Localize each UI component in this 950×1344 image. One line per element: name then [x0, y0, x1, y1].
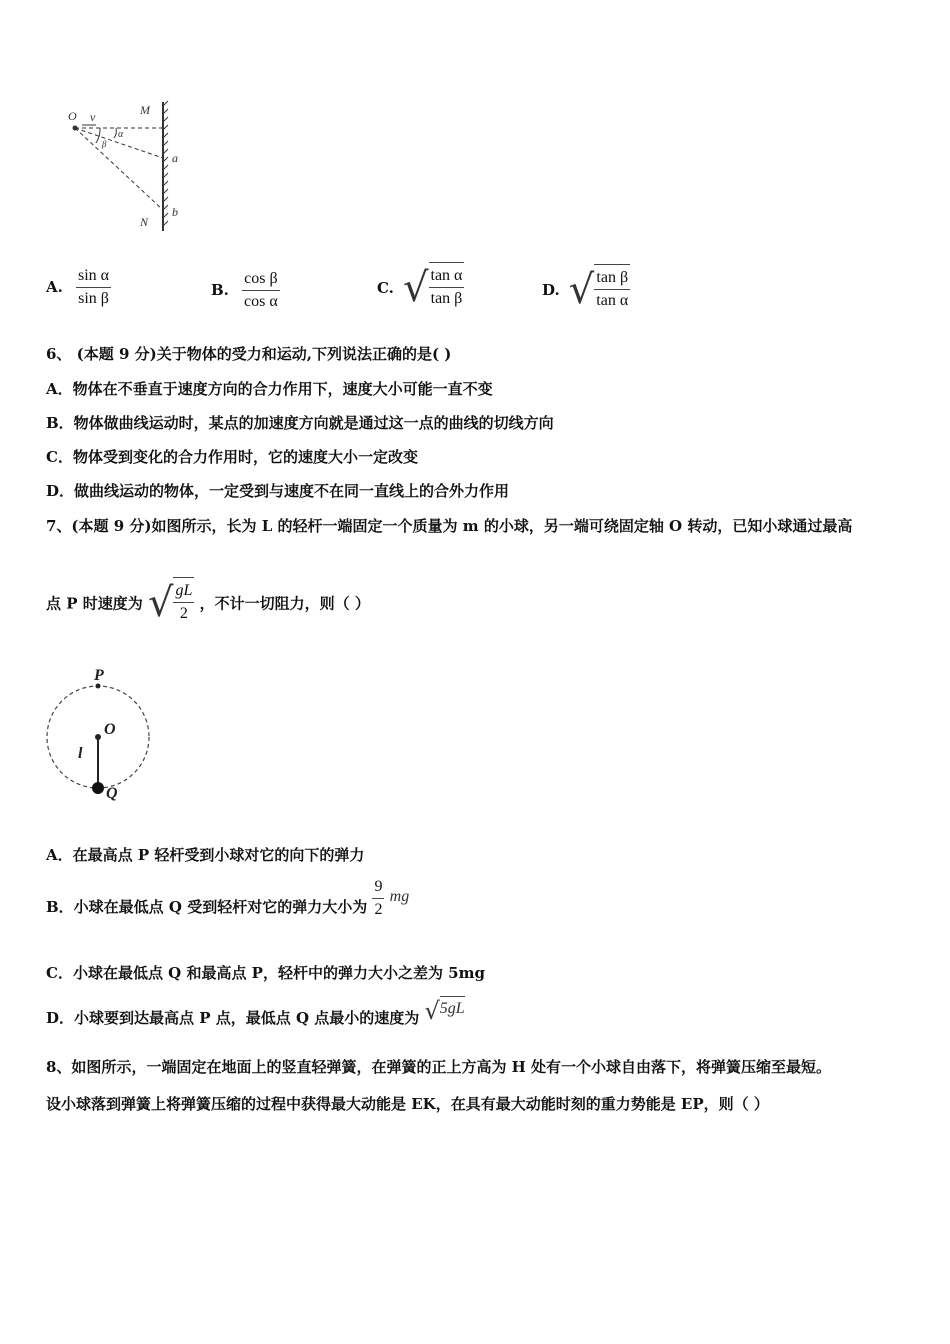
sqrt: √ $\frac{\text{tan α}}{\text{tan β}}$: [403, 262, 464, 314]
fraction: [242, 268, 280, 313]
fraction: [594, 267, 630, 312]
label-O: O: [68, 109, 77, 123]
option-letter: A.: [46, 278, 63, 296]
q6-option-b[interactable]: B．物体做曲线运动时，某点的加速度方向就是通过这一点的曲线的切线方向: [46, 414, 554, 432]
label-v: v: [90, 110, 96, 124]
fraction: [76, 265, 111, 310]
mg-symbol: mg: [389, 888, 410, 905]
label-a: a: [172, 151, 178, 165]
numerator: sin α: [76, 265, 111, 288]
denominator: tan β: [430, 290, 463, 307]
projectile-wall-diagram: [60, 98, 200, 238]
denominator: sin β: [78, 290, 109, 307]
q7-option-b-text: B．小球在最低点 Q 受到轻杆对它的弹力大小为: [46, 898, 368, 916]
q7-option-d-text: D．小球要到达最高点 P 点，最低点 Q 点最小的速度为: [46, 1009, 420, 1027]
numerator: 9: [374, 878, 383, 895]
label-alpha: α: [118, 129, 124, 140]
q7-stem: 7、(本题 9 分)如图所示，长为 L 的轻杆一端固定一个质量为 m 的小球，另一端可绕固定轴 O 转动，已知小球通过最高: [46, 517, 853, 535]
q5-option-a[interactable]: [46, 265, 111, 310]
label-Q: Q: [106, 785, 118, 802]
q8-line2: 设小球落到弹簧上将弹簧压缩的过程中获得最大动能是 EK，在具有最大动能时刻的重力势能是 EP，则（ ）: [46, 1095, 769, 1113]
q6-option-a[interactable]: A．物体在不垂直于速度方向的合力作用下，速度大小可能一直不变: [46, 380, 493, 398]
denominator: cos α: [244, 293, 278, 310]
label-P: P: [94, 667, 104, 684]
denominator: tan α: [596, 292, 629, 309]
q7-line2-text: 点 P 时速度为: [46, 594, 143, 613]
q7-option-a[interactable]: A．在最高点 P 轻杆受到小球对它的向下的弹力: [46, 846, 365, 864]
q8-line1: 8、如图所示，一端固定在地面上的竖直轻弹簧，在弹簧的正上方高为 H 处有一个小球自由落下，将弹簧压缩至最短。: [46, 1058, 832, 1076]
numerator: tan α: [429, 265, 465, 288]
q5-option-c[interactable]: [377, 262, 464, 314]
denominator: 2: [179, 605, 188, 622]
option-letter: B.: [211, 281, 229, 299]
numerator: gL: [173, 580, 194, 603]
q7-option-d[interactable]: [46, 996, 465, 1028]
label-b: b: [172, 205, 178, 219]
label-M: M: [140, 103, 150, 117]
q7-line2: [46, 577, 370, 629]
q7-line2-tail: ，不计一切阻力，则（ ）: [199, 594, 370, 613]
numerator: tan β: [594, 267, 630, 290]
fraction: [372, 876, 384, 921]
q5-option-d[interactable]: [542, 264, 630, 316]
q6-option-d[interactable]: D．做曲线运动的物体，一定受到与速度不在同一直线上的合外力作用: [46, 482, 510, 500]
option-letter: C.: [377, 279, 394, 297]
sqrt: √ $\frac{\text{tan β}}{\text{tan α}}$: [569, 264, 630, 316]
q5-option-b[interactable]: [211, 268, 280, 313]
q6-stem: 6、 (本题 9 分)关于物体的受力和运动,下列说法正确的是( ): [46, 345, 452, 363]
option-letter: D.: [542, 281, 560, 299]
label-O: O: [104, 721, 116, 738]
numerator: cos β: [242, 268, 279, 291]
radicand: 5gL: [439, 1000, 465, 1017]
sqrt-gl-over-2: √ $\frac{gL}{2}$: [148, 577, 194, 629]
fraction: [429, 265, 465, 310]
q7-option-b[interactable]: [46, 876, 409, 921]
rod-circle-diagram: [40, 662, 160, 812]
label-beta: β: [102, 139, 107, 149]
q6-option-c[interactable]: C．物体受到变化的合力作用时，它的速度大小一定改变: [46, 448, 418, 466]
denominator: 2: [372, 898, 384, 921]
label-l: l: [78, 745, 83, 762]
label-N: N: [140, 215, 149, 229]
sqrt-5gl: √ 5gL: [424, 997, 465, 1025]
q7-option-c[interactable]: C．小球在最低点 Q 和最高点 P，轻杆中的弹力大小之差为 5mg: [46, 964, 485, 982]
fraction: [173, 580, 194, 625]
